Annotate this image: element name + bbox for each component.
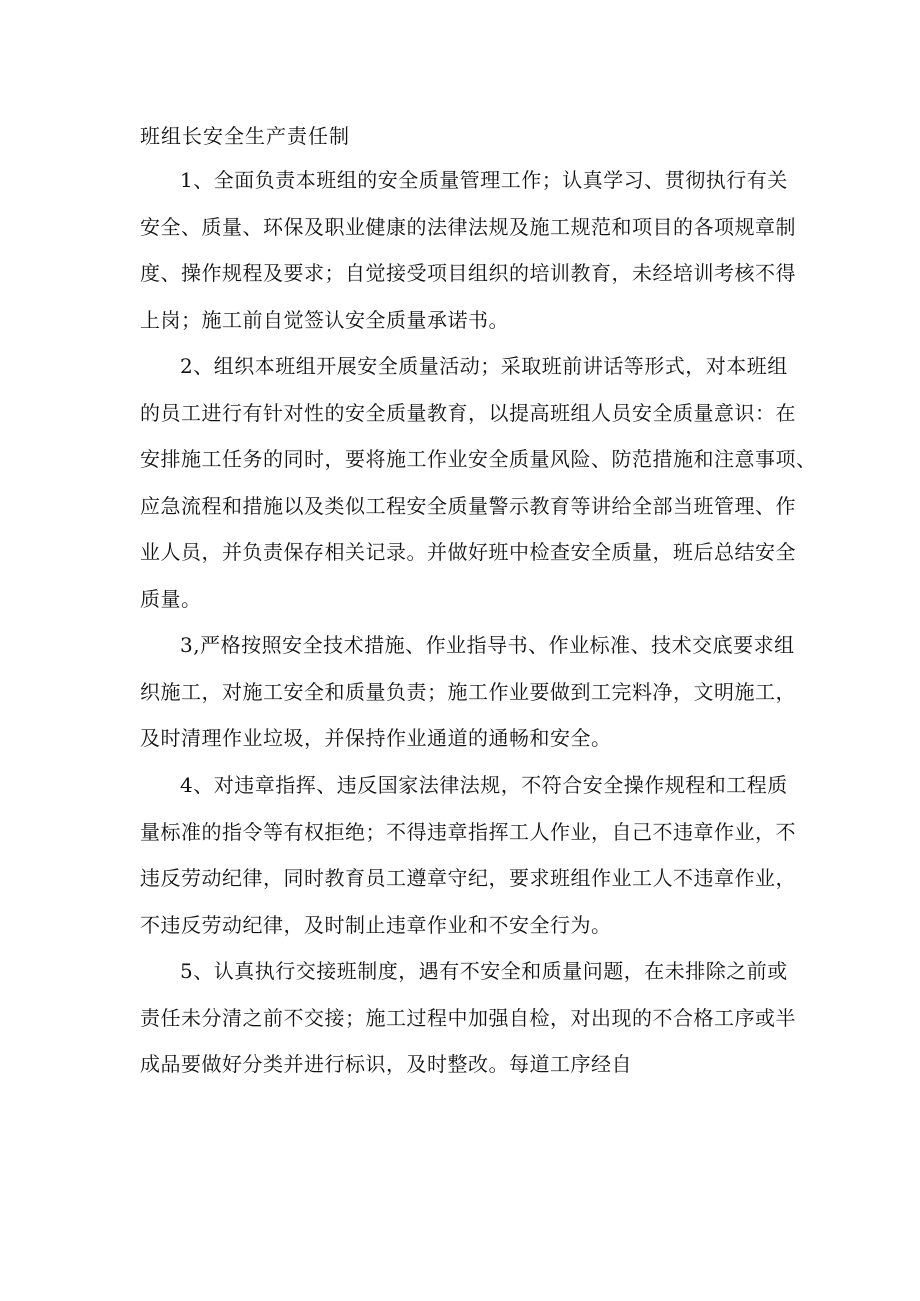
paragraph-line: 1、全面负责本班组的安全质量管理工作；认真学习、贯彻执行有关 [180,168,788,192]
paragraph-line: 违反劳动纪律，同时教育员工遵章守纪，要求班组作业工人不违章作业， [140,866,796,890]
paragraph-line: 2、组织本班组开展安全质量活动；采取班前讲话等形式，对本班组 [180,354,788,378]
paragraph-line: 业人员，并负责保存相关记录。并做好班中检查安全质量，班后总结安全 [140,540,796,564]
paragraph-line: 安排施工任务的同时，要将施工作业安全质量风险、防范措施和注意事项、 [140,447,817,471]
paragraph-line: 5、认真执行交接班制度，遇有不安全和质量问题，在未排除之前或 [180,959,788,983]
paragraph-5 [140,948,796,1088]
paragraph-1 [140,157,796,343]
paragraph-line: 质量。 [140,586,202,611]
paragraph-line: 度、操作规程及要求；自觉接受项目组织的培训教育，未经培训考核不得 [140,261,796,285]
paragraph-line: 的员工进行有针对性的安全质量教育，以提高班组人员安全质量意识：在 [140,400,796,425]
paragraph-line: 量标准的指令等有权拒绝；不得违章指挥工人作业，自己不违章作业，不 [140,819,796,844]
paragraph-line: 上岗；施工前自觉签认安全质量承诺书。 [140,307,509,332]
paragraph-line: 4、对违章指挥、违反国家法律法规，不符合安全操作规程和工程质 [180,773,788,797]
paragraph-2 [140,343,817,622]
paragraph-line: 成品要做好分类并进行标识，及时整改。每道工序经自 [140,1052,632,1076]
document-title: 班组长安全生产责任制 [140,124,350,148]
paragraph-line: 织施工，对施工安全和质量负责；施工作业要做到工完料净，文明施工， [140,679,796,704]
paragraph-line: 及时清理作业垃圾，并保持作业通道的通畅和安全。 [140,726,612,750]
paragraph-4 [140,762,796,948]
paragraph-line: 责任未分清之前不交接；施工过程中加强自检，对出现的不合格工序或半 [140,1005,796,1030]
paragraph-line: 安全、质量、环保及职业健康的法律法规及施工规范和项目的各项规章制 [140,214,796,239]
paragraph-line: 不违反劳动纪律，及时制止违章作业和不安全行为。 [140,912,612,937]
paragraph-line: 3,严格按照安全技术措施、作业指导书、作业标准、技术交底要求组 [180,633,795,657]
paragraph-3 [140,622,796,762]
paragraph-line: 应急流程和措施以及类似工程安全质量警示教育等讲给全部当班管理、作 [140,493,796,518]
